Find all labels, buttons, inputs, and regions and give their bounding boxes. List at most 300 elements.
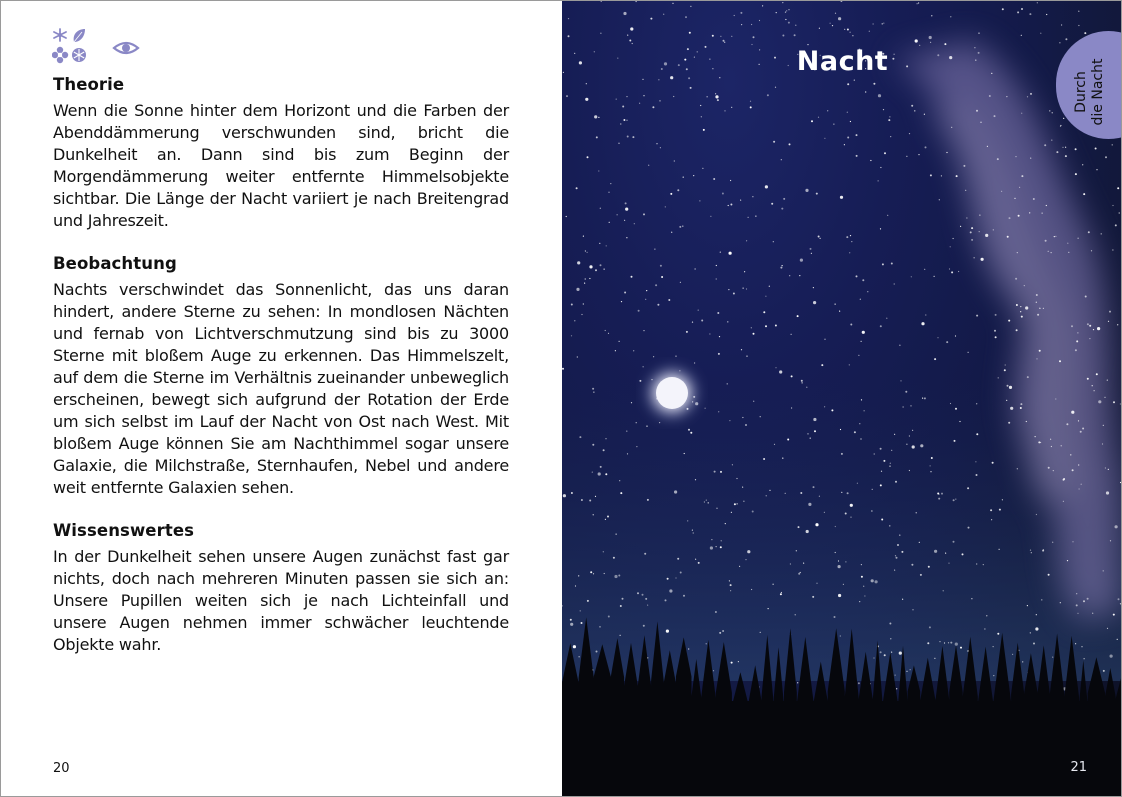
star: [750, 101, 751, 102]
star: [710, 546, 713, 549]
star: [880, 651, 882, 653]
star: [790, 563, 791, 564]
star: [815, 523, 818, 526]
star: [993, 229, 994, 230]
star: [568, 35, 570, 37]
star: [1091, 250, 1092, 251]
star: [1092, 385, 1093, 386]
star: [598, 117, 599, 118]
star: [931, 457, 933, 459]
star: [850, 121, 851, 122]
star: [854, 80, 855, 81]
star: [981, 258, 984, 261]
star: [959, 421, 960, 422]
star: [581, 499, 583, 501]
star: [878, 180, 879, 181]
star: [856, 275, 858, 277]
star: [1078, 11, 1079, 12]
star: [995, 314, 997, 316]
star: [608, 333, 609, 334]
star: [587, 156, 589, 158]
star: [824, 138, 825, 139]
star: [563, 494, 566, 497]
star: [1061, 24, 1062, 25]
star: [1098, 400, 1101, 403]
star: [723, 40, 725, 42]
star: [1054, 236, 1055, 237]
star: [870, 160, 871, 161]
star: [925, 314, 926, 315]
star: [1108, 469, 1109, 470]
star: [1027, 605, 1028, 606]
star: [659, 100, 660, 101]
leaf-icon: [74, 29, 85, 42]
star: [1055, 398, 1056, 399]
star: [753, 36, 755, 38]
star: [686, 331, 688, 333]
star: [1092, 613, 1093, 614]
star: [1027, 96, 1028, 97]
star: [838, 560, 839, 561]
star: [724, 110, 725, 111]
star: [818, 117, 819, 118]
star: [1081, 646, 1082, 647]
star: [869, 31, 870, 32]
star: [730, 204, 732, 206]
star: [702, 168, 703, 169]
star: [886, 318, 887, 319]
star: [976, 110, 978, 112]
star: [671, 232, 672, 233]
star: [1059, 360, 1061, 362]
star: [1038, 441, 1040, 443]
star: [729, 420, 730, 421]
star: [722, 630, 724, 632]
star: [781, 592, 782, 593]
page-number-right: 21: [1070, 760, 1087, 775]
star: [797, 682, 798, 683]
star: [880, 325, 882, 327]
star: [891, 652, 892, 653]
star: [1084, 32, 1086, 34]
star: [1016, 304, 1018, 306]
star: [953, 499, 955, 501]
star: [970, 231, 972, 233]
star: [759, 20, 760, 21]
star: [701, 116, 702, 117]
star: [821, 364, 823, 366]
star: [835, 13, 836, 14]
star: [1065, 147, 1066, 148]
star: [1021, 35, 1022, 36]
star: [1078, 238, 1079, 239]
star: [673, 96, 674, 97]
star: [986, 615, 987, 616]
star: [835, 304, 836, 305]
star: [1021, 316, 1023, 318]
star: [919, 542, 920, 543]
star: [895, 481, 897, 483]
star: [753, 333, 755, 335]
star: [593, 514, 594, 515]
star: [1087, 598, 1089, 600]
star: [745, 424, 747, 426]
star: [746, 288, 747, 289]
star: [1039, 350, 1041, 352]
star: [824, 339, 825, 340]
star: [856, 155, 858, 157]
star: [955, 643, 958, 646]
star: [998, 377, 999, 378]
star: [840, 196, 843, 199]
star: [751, 24, 752, 25]
star: [740, 200, 741, 201]
star: [880, 167, 881, 168]
star: [912, 445, 915, 448]
star: [813, 486, 815, 488]
star: [634, 223, 635, 224]
star: [645, 598, 647, 600]
star: [733, 293, 735, 295]
star: [888, 119, 890, 121]
star: [997, 633, 999, 635]
star: [1042, 213, 1043, 214]
star: [847, 492, 849, 494]
star: [844, 29, 845, 30]
star: [1046, 14, 1047, 15]
star: [1001, 191, 1002, 192]
star: [889, 466, 890, 467]
star: [1020, 407, 1022, 409]
star: [852, 35, 853, 36]
star: [751, 327, 752, 328]
star: [620, 635, 621, 636]
star: [951, 127, 952, 128]
star: [774, 444, 775, 445]
star: [849, 252, 850, 253]
star: [874, 453, 875, 454]
star: [906, 156, 907, 157]
star: [856, 134, 858, 136]
star: [598, 472, 601, 475]
star: [1075, 349, 1077, 351]
star: [859, 601, 860, 602]
star: [668, 299, 670, 301]
star: [1030, 158, 1031, 159]
star: [618, 575, 620, 577]
star: [844, 144, 845, 145]
tab-line-1: Durch: [1073, 71, 1089, 113]
star: [716, 508, 717, 509]
star: [593, 573, 594, 574]
star: [782, 265, 783, 266]
star: [819, 28, 820, 29]
section-text: Nachts verschwindet das Sonnenlicht, das uns daran hindert, andere Sterne zu sehen: In mondlosen Nächten und fernab von Lichtverschmutzung sind bis zu 3000 Sterne mit bloßem Auge zu erkennen. Das Himmelszelt, auf dem die Sterne im Verhältnis zueinander unbeweglich erscheinen, bewegt sich aufgrund der Rotation der Erde um sich selbst im Lauf der Nacht von Ost nach West. Mit bloßem Auge können Sie am Nachthimmel sogar unsere Galaxie, die Milchstraße, Sternhaufen, Nebel und andere weit entfernte Galaxien sehen.: [53, 280, 509, 497]
star: [622, 106, 624, 108]
star: [800, 492, 802, 494]
star: [607, 516, 609, 518]
star: [1113, 401, 1115, 403]
star: [1039, 308, 1040, 309]
star: [976, 433, 978, 435]
star: [1036, 294, 1038, 296]
star: [720, 546, 722, 548]
star: [944, 43, 946, 45]
star: [1101, 233, 1102, 234]
star: [707, 96, 708, 97]
star: [1115, 525, 1118, 528]
star: [806, 387, 807, 388]
star: [775, 367, 776, 368]
section-text: Wenn die Sonne hinter dem Horizont und die Farben der Abenddämmerung verschwunden sind, bricht die Dunkelheit an. Dann sind bis zum Beginn der Morgendämmerung weiter entfernte Himmelsobjekte sichtbar. Die Länge der Nacht variiert je nach Breitengrad und Jahreszeit.: [53, 101, 509, 230]
star: [740, 12, 742, 14]
star: [989, 95, 991, 97]
star: [909, 435, 910, 436]
star: [979, 231, 980, 232]
star: [909, 133, 910, 134]
star: [889, 525, 890, 526]
star: [654, 249, 655, 250]
star: [623, 119, 625, 121]
star: [688, 77, 690, 79]
star: [946, 152, 947, 153]
star: [873, 23, 874, 24]
star: [1118, 598, 1120, 600]
star: [724, 42, 725, 43]
star: [791, 375, 793, 377]
star: [604, 573, 605, 574]
star: [890, 463, 891, 464]
star: [766, 495, 767, 496]
star: [667, 578, 669, 580]
snowflake-icon: [54, 29, 66, 41]
star: [814, 430, 816, 432]
star: [722, 193, 724, 195]
star: [719, 336, 720, 337]
star: [918, 154, 919, 155]
star: [832, 25, 833, 26]
star: [871, 510, 872, 511]
star: [685, 16, 687, 18]
star: [949, 268, 950, 269]
star: [683, 177, 684, 178]
star: [618, 143, 619, 144]
star: [1025, 306, 1028, 309]
star: [813, 418, 816, 421]
star: [1072, 541, 1073, 542]
star: [610, 183, 611, 184]
star: [930, 174, 932, 176]
star: [811, 120, 813, 122]
star: [843, 584, 844, 585]
star: [689, 32, 691, 34]
star: [994, 115, 996, 117]
star: [954, 440, 956, 442]
star: [1048, 574, 1050, 576]
star: [791, 407, 792, 408]
star: [639, 103, 640, 104]
star: [911, 276, 912, 277]
star: [958, 271, 959, 272]
star: [1087, 323, 1089, 325]
star: [1065, 38, 1067, 40]
star: [752, 511, 754, 513]
star: [1109, 311, 1111, 313]
star: [1051, 140, 1052, 141]
star: [698, 562, 700, 564]
star: [1096, 373, 1098, 375]
star: [945, 553, 946, 554]
star: [727, 321, 728, 322]
star: [669, 589, 672, 592]
star: [911, 105, 913, 107]
star: [752, 196, 753, 197]
star: [943, 590, 944, 591]
star: [1037, 2, 1038, 3]
star: [816, 193, 818, 195]
star: [745, 559, 746, 560]
star: [675, 356, 676, 357]
star: [705, 408, 706, 409]
star: [731, 662, 733, 664]
star: [891, 263, 893, 265]
star: [995, 336, 997, 338]
star: [776, 12, 777, 13]
star: [566, 95, 568, 97]
star: [974, 257, 975, 258]
star: [845, 513, 847, 515]
star: [731, 36, 732, 37]
star: [747, 550, 750, 553]
star: [608, 616, 610, 618]
star: [997, 158, 999, 160]
star: [789, 275, 790, 276]
star: [643, 213, 645, 215]
section-heading: Wissenswertes: [53, 521, 195, 540]
star: [861, 576, 863, 578]
star: [714, 471, 716, 473]
star: [646, 290, 647, 291]
star: [729, 580, 730, 581]
star: [626, 431, 627, 432]
star: [1035, 436, 1036, 437]
star: [971, 598, 972, 599]
star: [861, 341, 862, 342]
star: [716, 278, 717, 279]
star: [665, 599, 667, 601]
star: [1029, 13, 1031, 15]
star: [1021, 175, 1023, 177]
star: [599, 626, 600, 627]
star: [605, 519, 606, 520]
star: [575, 585, 576, 586]
star: [579, 436, 581, 438]
moon-icon: [642, 363, 702, 423]
star: [929, 36, 932, 39]
star: [1067, 560, 1068, 561]
star: [677, 189, 679, 191]
section-heading: Beobachtung: [53, 254, 177, 273]
star: [1002, 499, 1003, 500]
star: [785, 12, 786, 13]
star: [862, 279, 864, 281]
star: [794, 34, 796, 36]
star: [992, 462, 994, 464]
star: [769, 490, 770, 491]
star: [951, 271, 953, 273]
star: [891, 450, 892, 451]
star: [675, 577, 676, 578]
star: [962, 553, 964, 555]
star: [1050, 439, 1051, 440]
star: [1110, 655, 1113, 658]
star: [937, 493, 939, 495]
star: [570, 623, 573, 626]
star: [851, 241, 852, 242]
star: [858, 682, 860, 684]
star: [797, 315, 799, 317]
star: [763, 311, 765, 313]
star: [861, 399, 862, 400]
star: [657, 304, 659, 306]
star: [850, 32, 851, 33]
star: [1077, 613, 1078, 614]
star: [830, 23, 831, 24]
star: [706, 500, 707, 501]
star: [881, 471, 882, 472]
star: [731, 107, 732, 108]
star: [579, 656, 580, 657]
star: [872, 489, 873, 490]
star: [1107, 628, 1108, 629]
star: [760, 632, 761, 633]
star: [682, 226, 683, 227]
star: [1036, 614, 1037, 615]
star: [755, 216, 756, 217]
star: [600, 466, 602, 468]
star: [902, 599, 903, 600]
star: [976, 474, 978, 476]
star: [680, 572, 682, 574]
star: [600, 208, 601, 209]
star: [1075, 148, 1077, 150]
star: [850, 235, 851, 236]
star: [1063, 501, 1064, 502]
star: [979, 215, 980, 216]
star: [683, 595, 685, 597]
star: [782, 35, 784, 37]
star: [1063, 479, 1065, 481]
star: [925, 146, 927, 148]
star: [890, 638, 891, 639]
section-wissenswertes: [53, 521, 509, 656]
star: [862, 331, 865, 334]
star: [636, 446, 637, 447]
star: [695, 479, 696, 480]
star: [637, 592, 639, 594]
star: [587, 252, 588, 253]
star: [900, 380, 901, 381]
star: [1089, 325, 1091, 327]
star: [880, 228, 881, 229]
star: [965, 190, 966, 191]
star: [1115, 224, 1117, 226]
star: [915, 39, 918, 42]
star: [1071, 411, 1074, 414]
star: [1007, 385, 1009, 387]
star: [1103, 670, 1105, 672]
star: [1081, 484, 1082, 485]
